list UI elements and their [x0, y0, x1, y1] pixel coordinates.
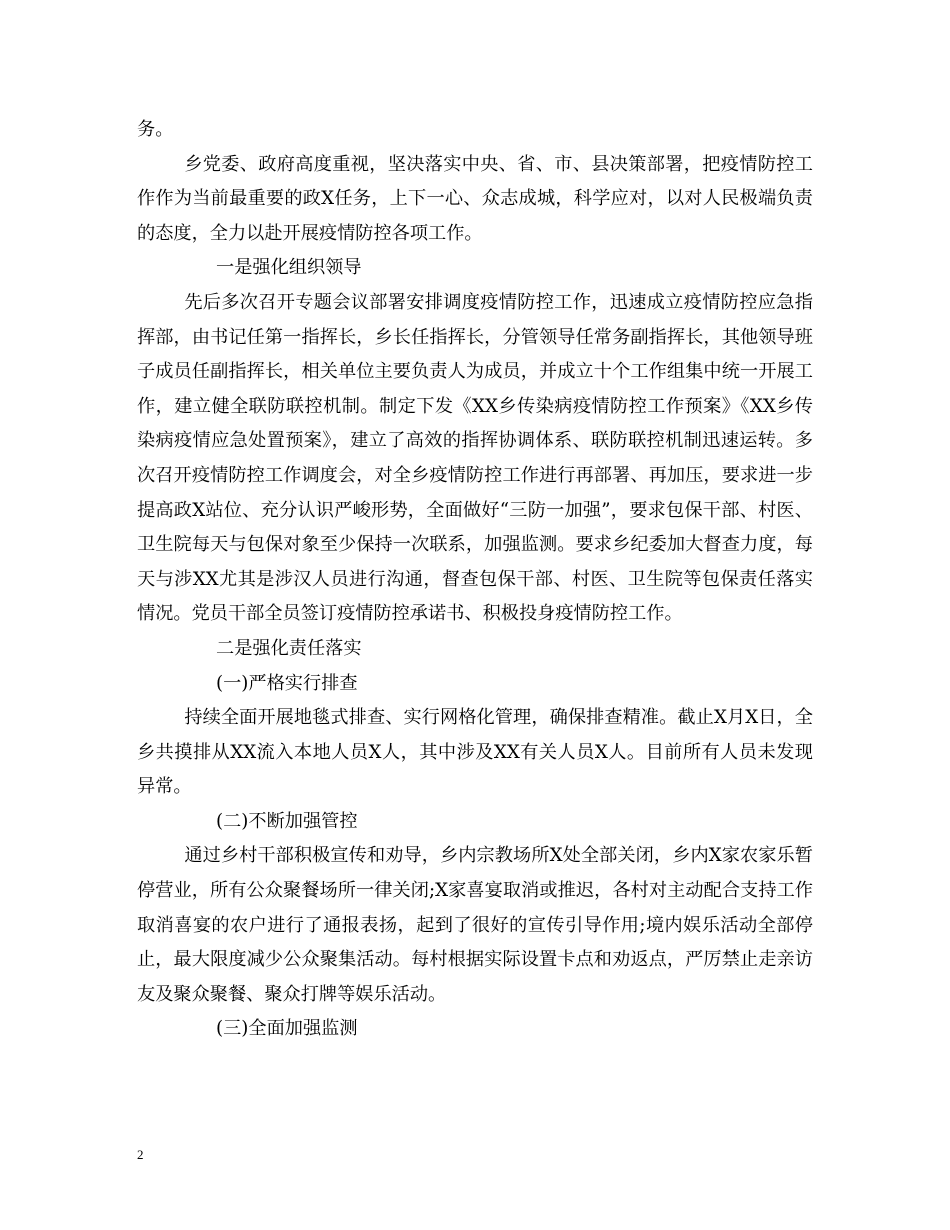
section-heading-organization: 一是强化组织领导 — [216, 257, 362, 279]
paragraph-control: 通过乡村干部积极宣传和劝导，乡内宗教场所X处全部关闭，乡内X家农家乐暂停营业，所有公众聚餐场所一律关闭;X家喜宴取消或推迟，各村对主动配合支持工作取消喜宴的农户进行了通报表扬，起到了很好的宣传引导作用;境内娱乐活动全部停止，最大限度减少公众聚集活动。每村根据实际设置卡点和劝返点，严厉禁止走亲访友及聚众聚餐、聚众打牌等娱乐活动。 — [137, 845, 813, 1005]
paragraph-intro: 乡党委、政府高度重视，坚决落实中央、省、市、县决策部署，把疫情防控工作作为当前最重要的政X任务，上下一心、众志成城，科学应对，以对人民极端负责的态度，全力以赴开展疫情防控各项工作。 — [137, 153, 813, 244]
paragraph-screening: 持续全面开展地毯式排查、实行网格化管理，确保排查精准。截止X月X日，全乡共摸排从XX流入本地人员X人，其中涉及XX有关人员X人。目前所有人员未发现异常。 — [137, 707, 813, 798]
subsection-heading-screening: (一)严格实行排查 — [216, 672, 358, 694]
section-heading-responsibility: 二是强化责任落实 — [216, 637, 362, 659]
paragraph-continuation: 务。 — [137, 119, 174, 140]
page-number: 2 — [137, 1147, 144, 1162]
paragraph-organization: 先后多次召开专题会议部署安排调度疫情防控工作，迅速成立疫情防控应急指挥部，由书记任第一指挥长，乡长任指挥长，分管领导任常务副指挥长，其他领导班子成员任副指挥长，相关单位主要负责人为成员，并成立十个工作组集中统一开展工作，建立健全联防联控机制。制定下发《XX乡传染病疫情防控工作预案》《XX乡传染病疫情应急处置预案》，建立了高效的指挥协调体系、联防联控机制迅速运转。多次召开疫情防控工作调度会，对全乡疫情防控工作进行再部署、再加压，要求进一步提高政X站位、充分认识严峻形势，全面做好“三防一加强”，要求包保干部、村医、卫生院每天与包保对象至少保持一次联系，加强监测。要求乡纪委加大督查力度，每天与涉XX尤其是涉汉人员进行沟通，督查包保干部、村医、卫生院等包保责任落实情况。党员干部全员签订疫情防控承诺书、积极投身疫情防控工作。 — [137, 291, 813, 625]
subsection-heading-monitoring: (三)全面加强监测 — [216, 1018, 358, 1040]
document-body — [137, 113, 813, 1047]
subsection-heading-control: (二)不断加强管控 — [216, 810, 358, 832]
